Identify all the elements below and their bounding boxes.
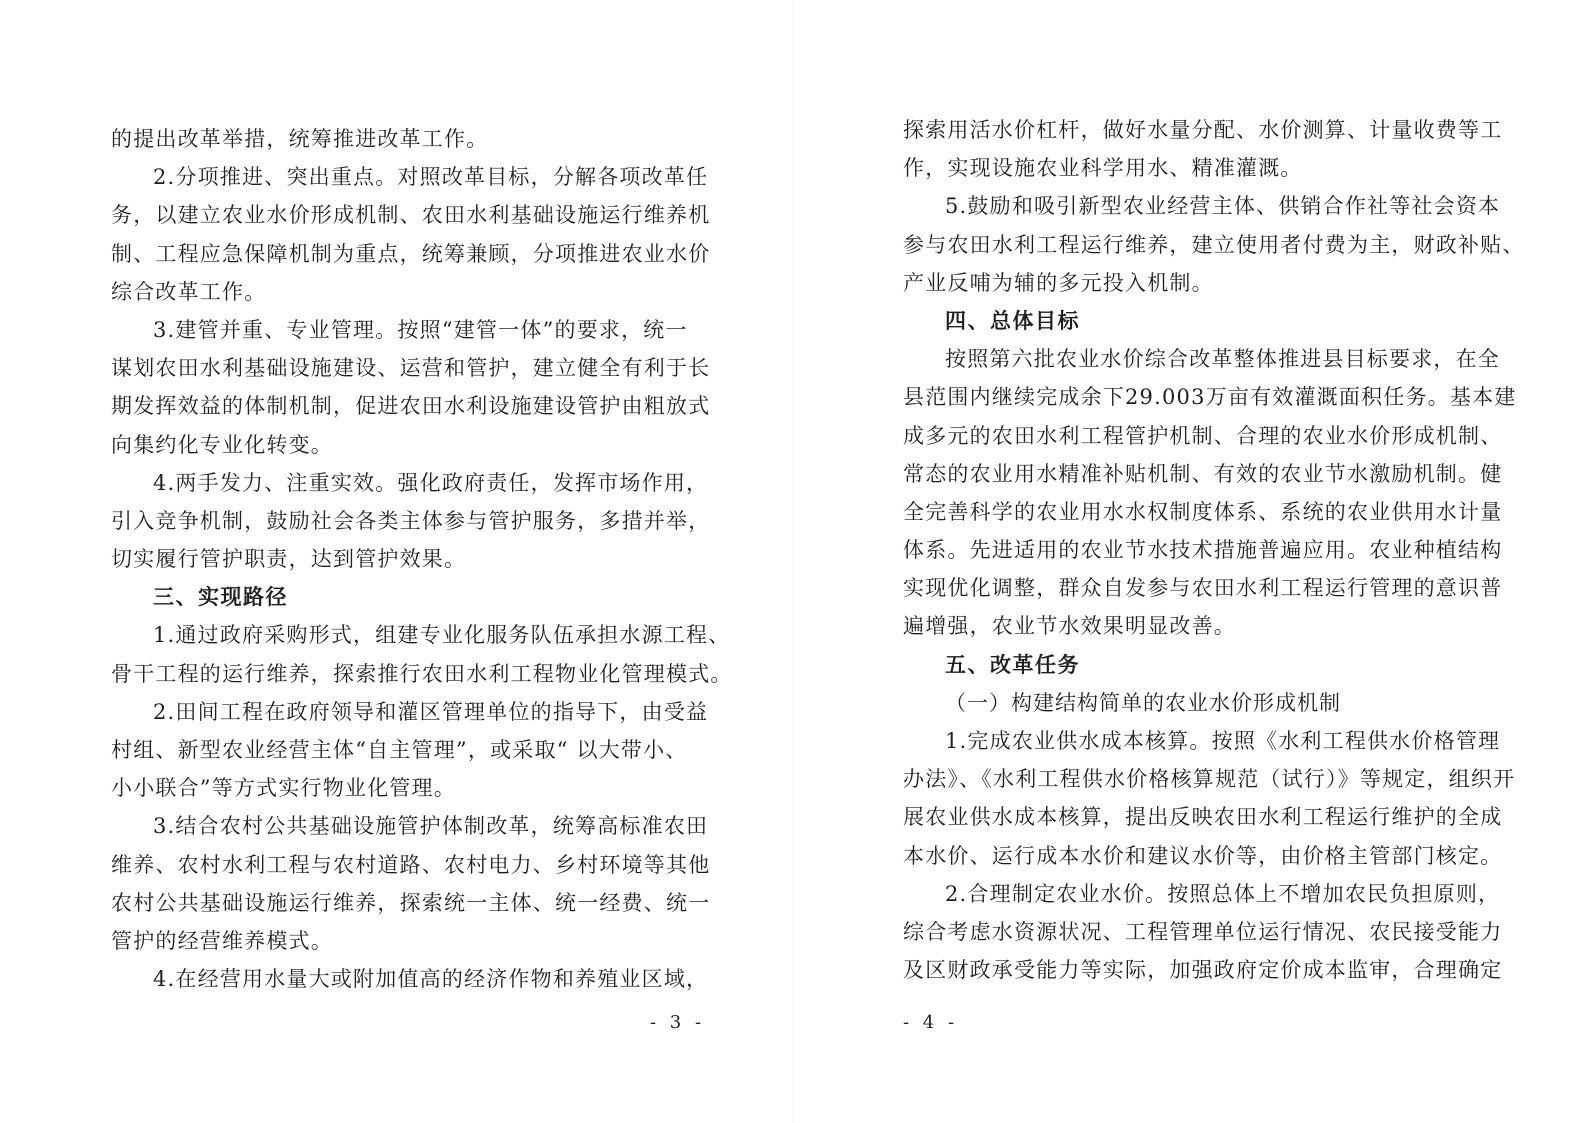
- text-line: 的提出改革举措，统筹推进改革工作。: [111, 127, 489, 151]
- text-line: 2.田间工程在政府领导和灌区管理单位的指导下，由受益: [153, 699, 709, 724]
- right-page-text: [903, 111, 1525, 989]
- text-line: 按照第六批农业水价综合改革整体推进县目标要求，在全: [945, 347, 1500, 372]
- section-heading: 四、总体目标: [945, 308, 1080, 333]
- text-line: 农村公共基础设施运行维养，探索统一主体、统一经费、统一: [111, 890, 711, 915]
- text-line: 谋划农田水利基础设施建设、运营和管护，建立健全有利于长: [111, 356, 711, 381]
- text-line: 实现优化调整，群众自发参与农田水利工程运行管理的意识普: [903, 576, 1503, 601]
- text-line: 全完善科学的农业用水水权制度体系、系统的农业供用水计量: [903, 499, 1503, 524]
- text-line: 切实履行管护职责，达到管护效果。: [111, 547, 467, 572]
- text-line: 探索用活水价杠杆，做好水量分配、水价测算、计量收费等工: [903, 118, 1503, 142]
- text-line: 2.合理制定农业水价。按照总体上不增加农民负担原则，: [945, 881, 1501, 906]
- text-line: 参与农田水利工程运行维养，建立使用者付费为主，财政补贴、: [903, 232, 1525, 257]
- text-line: 管护的经营维养模式。: [111, 928, 333, 953]
- left-page: [0, 0, 793, 1123]
- text-line: 小小联合”等方式实行物业化管理。: [111, 776, 456, 801]
- text-line: 引入竞争机制，鼓励社会各类主体参与管护服务，多措并举，: [111, 508, 711, 533]
- text-line: 本水价、运行成本水价和建议水价等，由价格主管部门核定。: [903, 843, 1503, 868]
- text-line: 展农业供水成本核算，提出反映农田水利工程运行维护的全成: [903, 805, 1503, 830]
- text-line: 遍增强，农业节水效果明显改善。: [903, 614, 1236, 639]
- text-line: 办法》、《水利工程供水价格核算规范（试行）》等规定，组织开: [903, 767, 1516, 792]
- page-number-left: - 3 -: [650, 1012, 706, 1033]
- text-line: 作，实现设施农业科学用水、精准灌溉。: [903, 156, 1303, 181]
- text-line: 成多元的农田水利工程管护机制、合理的农业水价形成机制、: [903, 423, 1503, 448]
- text-line: 骨干工程的运行维养，探索推行农田水利工程物业化管理模式。: [111, 661, 733, 686]
- text-line: 4.在经营用水量大或附加值高的经济作物和养殖业区域，: [153, 967, 709, 992]
- text-line: 村组、新型农业经营主体“自主管理”，或采取“ 以大带小、: [111, 738, 688, 762]
- text-line: 及区财政承受能力等实际，加强政府定价成本监审，合理确定: [903, 958, 1503, 983]
- text-line: 期发挥效益的体制机制，促进农田水利设施建设管护由粗放式: [111, 394, 711, 419]
- text-line: 综合改革工作。: [111, 279, 267, 304]
- text-line: 1.完成农业供水成本核算。按照《水利工程供水价格管理: [945, 729, 1501, 753]
- text-line: 3.结合农村公共基础设施管护体制改革，统筹高标准农田: [153, 814, 709, 839]
- text-line: 4.两手发力、注重实效。强化政府责任，发挥市场作用，: [153, 470, 709, 495]
- section-heading: 三、实现路径: [153, 585, 288, 610]
- page-number-right: - 4 -: [903, 1012, 959, 1033]
- section-heading: 五、改革任务: [945, 652, 1080, 677]
- text-line: 务，以建立农业水价形成机制、农田水利基础设施运行维养机: [111, 203, 711, 228]
- text-line: 制、工程应急保障机制为重点，统筹兼顾，分项推进农业水价: [111, 241, 711, 266]
- text-line: 5.鼓励和吸引新型农业经营主体、供销合作社等社会资本: [945, 194, 1501, 219]
- text-line: 县范围内继续完成余下29.003万亩有效灌溉面积任务。基本建: [903, 385, 1517, 410]
- text-line: 综合考虑水资源状况、工程管理单位运行情况、农民接受能力: [903, 919, 1503, 944]
- subsection-heading: （一）构建结构简单的农业水价形成机制: [945, 690, 1341, 715]
- text-line: 3.建管并重、专业管理。按照“建管一体”的要求，统一: [153, 317, 688, 342]
- text-line: 常态的农业用水精准补贴机制、有效的农业节水激励机制。健: [903, 461, 1503, 486]
- text-line: 产业反哺为辅的多元投入机制。: [903, 270, 1214, 295]
- text-line: 2.分项推进、突出重点。对照改革目标，分解各项改革任: [153, 165, 709, 190]
- left-page-text: [111, 120, 733, 998]
- text-line: 体系。先进适用的农业节水技术措施普遍应用。农业种植结构: [903, 538, 1503, 563]
- text-line: 1.通过政府采购形式，组建专业化服务队伍承担水源工程、: [153, 623, 731, 648]
- text-line: 向集约化专业化转变。: [111, 432, 333, 457]
- right-page: [793, 0, 1587, 1123]
- text-line: 维养、农村水利工程与农村道路、农村电力、乡村环境等其他: [111, 852, 711, 877]
